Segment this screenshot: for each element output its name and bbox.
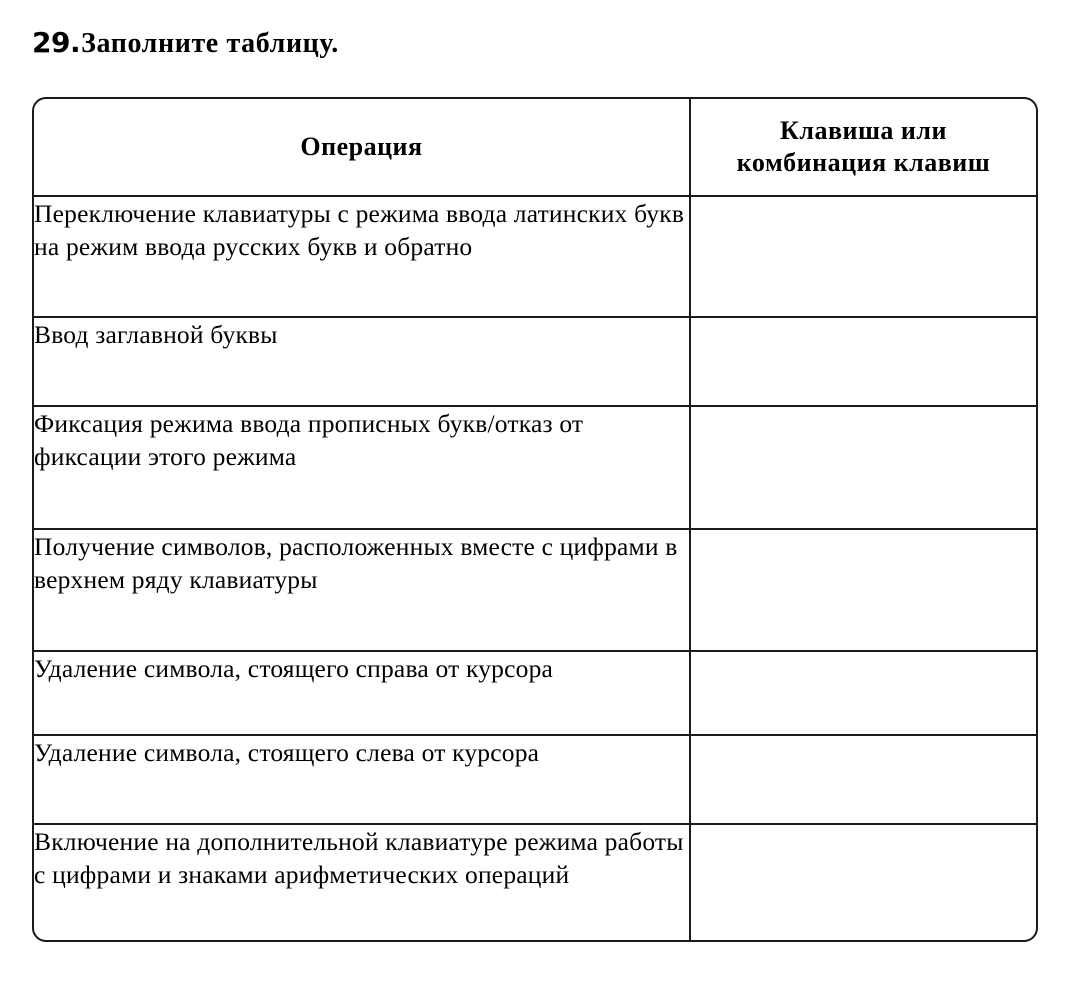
header-label-operation: Операция: [300, 131, 423, 161]
answer-cell-6[interactable]: [690, 735, 1036, 824]
operation-text-6: Удаление символа, стоящего слева от курсора: [34, 738, 540, 767]
header-cell-key: [690, 99, 1036, 196]
operation-cell-4: [34, 529, 690, 651]
fill-in-table: [32, 97, 1038, 942]
operations-key-table: [34, 99, 1036, 942]
answer-cell-5[interactable]: [690, 651, 1036, 735]
operation-cell-1: [34, 196, 690, 317]
table-row: [34, 406, 1036, 529]
table-row: [34, 824, 1036, 942]
answer-cell-4[interactable]: [690, 529, 1036, 651]
table-header-row: [34, 99, 1036, 196]
exercise-title: Заполните таблицу.: [81, 28, 339, 59]
exercise-number: 29.: [32, 26, 81, 59]
table-row: [34, 529, 1036, 651]
operation-text-1: Переключение клавиатуры с режима ввода латинских букв на режим ввода русских букв и обратно: [34, 199, 685, 262]
table-row: [34, 735, 1036, 824]
operation-text-2: Ввод заглавной буквы: [34, 320, 278, 349]
operation-text-4: Получение символов, расположенных вместе с цифрами в верхнем ряду клавиатуры: [34, 532, 678, 595]
table-row: [34, 317, 1036, 406]
answer-cell-3[interactable]: [690, 406, 1036, 529]
operation-cell-2: [34, 317, 690, 406]
operation-cell-7: [34, 824, 690, 942]
operation-cell-5: [34, 651, 690, 735]
operation-text-3: Фиксация режима ввода прописных букв/отказ от фиксации этого режима: [34, 409, 584, 472]
answer-cell-7[interactable]: [690, 824, 1036, 942]
table-row: [34, 651, 1036, 735]
operation-text-7: Включение на дополнительной клавиатуре режима работы с цифрами и знаками арифметических операций: [34, 827, 684, 890]
exercise-heading: [32, 26, 339, 59]
header-label-key-line1: Клавиша или: [780, 115, 947, 145]
operation-cell-3: [34, 406, 690, 529]
answer-cell-2[interactable]: [690, 317, 1036, 406]
table-row: [34, 196, 1036, 317]
answer-cell-1[interactable]: [690, 196, 1036, 317]
header-label-key-line2: комбинация клавиш: [736, 148, 991, 177]
operation-text-5: Удаление символа, стоящего справа от курсора: [34, 654, 554, 683]
operation-cell-6: [34, 735, 690, 824]
header-cell-operation: [34, 99, 690, 196]
